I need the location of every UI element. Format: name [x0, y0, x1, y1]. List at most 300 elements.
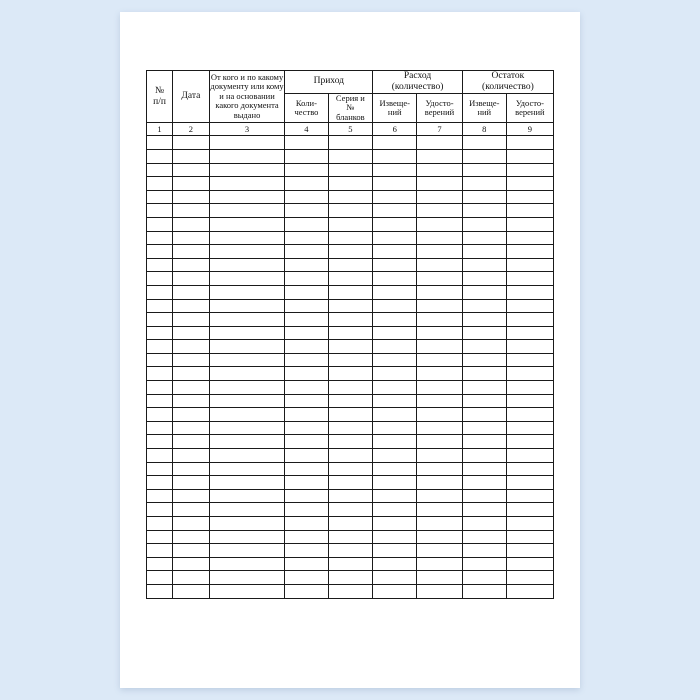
table-cell-empty[interactable] [147, 435, 173, 449]
table-cell-empty[interactable] [506, 163, 553, 177]
table-cell-empty[interactable] [417, 530, 463, 544]
table-cell-empty[interactable] [506, 517, 553, 531]
table-cell-empty[interactable] [173, 367, 210, 381]
table-cell-empty[interactable] [373, 530, 417, 544]
table-cell-empty[interactable] [285, 503, 328, 517]
table-cell-empty[interactable] [462, 449, 506, 463]
table-cell-empty[interactable] [373, 435, 417, 449]
table-row[interactable] [147, 517, 554, 531]
table-cell-empty[interactable] [173, 408, 210, 422]
table-cell-empty[interactable] [373, 367, 417, 381]
table-cell-empty[interactable] [173, 394, 210, 408]
table-cell-empty[interactable] [328, 326, 373, 340]
table-cell-empty[interactable] [417, 517, 463, 531]
table-cell-empty[interactable] [328, 258, 373, 272]
table-cell-empty[interactable] [328, 449, 373, 463]
table-row[interactable] [147, 544, 554, 558]
table-cell-empty[interactable] [506, 476, 553, 490]
table-cell-empty[interactable] [209, 367, 285, 381]
table-cell-empty[interactable] [506, 367, 553, 381]
table-cell-empty[interactable] [147, 557, 173, 571]
table-cell-empty[interactable] [285, 231, 328, 245]
table-cell-empty[interactable] [417, 190, 463, 204]
table-cell-empty[interactable] [373, 258, 417, 272]
table-cell-empty[interactable] [285, 584, 328, 598]
table-row[interactable] [147, 462, 554, 476]
table-cell-empty[interactable] [417, 217, 463, 231]
table-cell-empty[interactable] [328, 177, 373, 191]
table-cell-empty[interactable] [417, 367, 463, 381]
table-cell-empty[interactable] [328, 489, 373, 503]
table-cell-empty[interactable] [462, 299, 506, 313]
table-row[interactable] [147, 530, 554, 544]
table-cell-empty[interactable] [147, 421, 173, 435]
table-cell-empty[interactable] [328, 367, 373, 381]
table-cell-empty[interactable] [173, 435, 210, 449]
table-cell-empty[interactable] [506, 190, 553, 204]
table-cell-empty[interactable] [506, 258, 553, 272]
table-cell-empty[interactable] [285, 136, 328, 150]
table-cell-empty[interactable] [209, 285, 285, 299]
table-cell-empty[interactable] [173, 421, 210, 435]
table-row[interactable] [147, 353, 554, 367]
table-cell-empty[interactable] [328, 340, 373, 354]
table-cell-empty[interactable] [285, 163, 328, 177]
table-cell-empty[interactable] [147, 503, 173, 517]
table-cell-empty[interactable] [147, 381, 173, 395]
table-cell-empty[interactable] [462, 530, 506, 544]
table-cell-empty[interactable] [328, 530, 373, 544]
table-cell-empty[interactable] [173, 272, 210, 286]
table-cell-empty[interactable] [373, 584, 417, 598]
table-cell-empty[interactable] [506, 571, 553, 585]
table-cell-empty[interactable] [285, 394, 328, 408]
table-cell-empty[interactable] [285, 340, 328, 354]
table-cell-empty[interactable] [209, 394, 285, 408]
table-cell-empty[interactable] [285, 381, 328, 395]
table-cell-empty[interactable] [147, 367, 173, 381]
table-cell-empty[interactable] [506, 313, 553, 327]
table-cell-empty[interactable] [285, 408, 328, 422]
table-cell-empty[interactable] [209, 136, 285, 150]
table-cell-empty[interactable] [506, 421, 553, 435]
table-cell-empty[interactable] [209, 544, 285, 558]
table-cell-empty[interactable] [328, 313, 373, 327]
table-cell-empty[interactable] [328, 394, 373, 408]
table-cell-empty[interactable] [417, 272, 463, 286]
table-cell-empty[interactable] [285, 313, 328, 327]
table-cell-empty[interactable] [328, 462, 373, 476]
table-row[interactable] [147, 163, 554, 177]
table-cell-empty[interactable] [209, 449, 285, 463]
table-cell-empty[interactable] [173, 381, 210, 395]
table-cell-empty[interactable] [173, 231, 210, 245]
table-cell-empty[interactable] [373, 313, 417, 327]
table-cell-empty[interactable] [506, 503, 553, 517]
table-cell-empty[interactable] [373, 421, 417, 435]
table-cell-empty[interactable] [373, 408, 417, 422]
table-cell-empty[interactable] [147, 394, 173, 408]
table-row[interactable] [147, 272, 554, 286]
table-cell-empty[interactable] [462, 285, 506, 299]
table-cell-empty[interactable] [285, 299, 328, 313]
table-row[interactable] [147, 149, 554, 163]
table-row[interactable] [147, 381, 554, 395]
table-cell-empty[interactable] [147, 340, 173, 354]
table-cell-empty[interactable] [173, 245, 210, 259]
table-cell-empty[interactable] [373, 476, 417, 490]
table-row[interactable] [147, 571, 554, 585]
table-cell-empty[interactable] [462, 367, 506, 381]
table-cell-empty[interactable] [147, 584, 173, 598]
table-cell-empty[interactable] [147, 245, 173, 259]
table-cell-empty[interactable] [285, 177, 328, 191]
table-cell-empty[interactable] [506, 557, 553, 571]
table-cell-empty[interactable] [373, 462, 417, 476]
table-cell-empty[interactable] [373, 571, 417, 585]
table-cell-empty[interactable] [462, 231, 506, 245]
table-cell-empty[interactable] [147, 517, 173, 531]
table-cell-empty[interactable] [147, 299, 173, 313]
table-cell-empty[interactable] [373, 245, 417, 259]
table-cell-empty[interactable] [209, 530, 285, 544]
table-cell-empty[interactable] [506, 149, 553, 163]
table-row[interactable] [147, 231, 554, 245]
table-cell-empty[interactable] [506, 530, 553, 544]
table-cell-empty[interactable] [209, 217, 285, 231]
table-cell-empty[interactable] [209, 149, 285, 163]
table-cell-empty[interactable] [173, 476, 210, 490]
table-cell-empty[interactable] [173, 353, 210, 367]
table-row[interactable] [147, 299, 554, 313]
table-cell-empty[interactable] [147, 489, 173, 503]
table-cell-empty[interactable] [147, 353, 173, 367]
table-cell-empty[interactable] [373, 177, 417, 191]
table-cell-empty[interactable] [373, 489, 417, 503]
table-cell-empty[interactable] [147, 408, 173, 422]
table-row[interactable] [147, 421, 554, 435]
table-cell-empty[interactable] [285, 476, 328, 490]
table-cell-empty[interactable] [417, 421, 463, 435]
table-cell-empty[interactable] [462, 503, 506, 517]
table-cell-empty[interactable] [285, 449, 328, 463]
table-cell-empty[interactable] [417, 408, 463, 422]
table-cell-empty[interactable] [506, 462, 553, 476]
table-cell-empty[interactable] [373, 381, 417, 395]
table-cell-empty[interactable] [147, 136, 173, 150]
table-cell-empty[interactable] [417, 394, 463, 408]
table-cell-empty[interactable] [462, 245, 506, 259]
table-cell-empty[interactable] [328, 149, 373, 163]
table-cell-empty[interactable] [209, 258, 285, 272]
table-cell-empty[interactable] [147, 204, 173, 218]
table-cell-empty[interactable] [285, 272, 328, 286]
table-cell-empty[interactable] [173, 503, 210, 517]
table-cell-empty[interactable] [462, 190, 506, 204]
table-cell-empty[interactable] [462, 435, 506, 449]
table-cell-empty[interactable] [173, 326, 210, 340]
table-cell-empty[interactable] [417, 353, 463, 367]
table-cell-empty[interactable] [506, 353, 553, 367]
table-cell-empty[interactable] [328, 272, 373, 286]
table-cell-empty[interactable] [328, 163, 373, 177]
table-cell-empty[interactable] [417, 381, 463, 395]
table-cell-empty[interactable] [328, 517, 373, 531]
table-cell-empty[interactable] [209, 421, 285, 435]
table-cell-empty[interactable] [328, 584, 373, 598]
table-cell-empty[interactable] [417, 136, 463, 150]
table-cell-empty[interactable] [173, 557, 210, 571]
table-cell-empty[interactable] [147, 462, 173, 476]
table-cell-empty[interactable] [209, 163, 285, 177]
table-cell-empty[interactable] [506, 299, 553, 313]
table-cell-empty[interactable] [173, 449, 210, 463]
table-cell-empty[interactable] [173, 517, 210, 531]
table-row[interactable] [147, 177, 554, 191]
table-cell-empty[interactable] [285, 204, 328, 218]
table-cell-empty[interactable] [147, 571, 173, 585]
table-cell-empty[interactable] [328, 217, 373, 231]
table-row[interactable] [147, 245, 554, 259]
table-cell-empty[interactable] [462, 584, 506, 598]
table-cell-empty[interactable] [462, 163, 506, 177]
table-cell-empty[interactable] [147, 231, 173, 245]
table-cell-empty[interactable] [506, 584, 553, 598]
table-cell-empty[interactable] [209, 299, 285, 313]
table-cell-empty[interactable] [373, 204, 417, 218]
table-cell-empty[interactable] [506, 326, 553, 340]
table-cell-empty[interactable] [328, 353, 373, 367]
table-cell-empty[interactable] [506, 340, 553, 354]
table-row[interactable] [147, 136, 554, 150]
table-cell-empty[interactable] [147, 258, 173, 272]
table-cell-empty[interactable] [373, 557, 417, 571]
table-cell-empty[interactable] [328, 435, 373, 449]
table-cell-empty[interactable] [147, 449, 173, 463]
table-row[interactable] [147, 394, 554, 408]
table-cell-empty[interactable] [373, 190, 417, 204]
table-cell-empty[interactable] [417, 245, 463, 259]
table-cell-empty[interactable] [373, 149, 417, 163]
table-cell-empty[interactable] [209, 177, 285, 191]
table-row[interactable] [147, 326, 554, 340]
table-cell-empty[interactable] [417, 544, 463, 558]
table-cell-empty[interactable] [209, 462, 285, 476]
table-cell-empty[interactable] [373, 449, 417, 463]
table-cell-empty[interactable] [417, 449, 463, 463]
table-cell-empty[interactable] [373, 340, 417, 354]
table-cell-empty[interactable] [147, 272, 173, 286]
table-cell-empty[interactable] [285, 544, 328, 558]
table-cell-empty[interactable] [506, 245, 553, 259]
table-cell-empty[interactable] [462, 489, 506, 503]
table-cell-empty[interactable] [173, 462, 210, 476]
table-cell-empty[interactable] [417, 584, 463, 598]
table-cell-empty[interactable] [328, 204, 373, 218]
table-cell-empty[interactable] [506, 204, 553, 218]
table-cell-empty[interactable] [285, 557, 328, 571]
table-cell-empty[interactable] [462, 353, 506, 367]
table-row[interactable] [147, 190, 554, 204]
table-cell-empty[interactable] [462, 381, 506, 395]
table-cell-empty[interactable] [209, 571, 285, 585]
table-cell-empty[interactable] [506, 435, 553, 449]
table-cell-empty[interactable] [285, 149, 328, 163]
table-cell-empty[interactable] [209, 517, 285, 531]
table-row[interactable] [147, 217, 554, 231]
table-row[interactable] [147, 313, 554, 327]
table-cell-empty[interactable] [462, 421, 506, 435]
table-cell-empty[interactable] [285, 326, 328, 340]
table-row[interactable] [147, 476, 554, 490]
table-cell-empty[interactable] [417, 163, 463, 177]
table-row[interactable] [147, 367, 554, 381]
table-cell-empty[interactable] [173, 149, 210, 163]
table-cell-empty[interactable] [173, 204, 210, 218]
table-cell-empty[interactable] [462, 204, 506, 218]
table-cell-empty[interactable] [285, 367, 328, 381]
table-cell-empty[interactable] [285, 530, 328, 544]
table-row[interactable] [147, 340, 554, 354]
table-cell-empty[interactable] [417, 489, 463, 503]
table-cell-empty[interactable] [417, 258, 463, 272]
table-cell-empty[interactable] [417, 177, 463, 191]
table-cell-empty[interactable] [173, 489, 210, 503]
table-cell-empty[interactable] [373, 136, 417, 150]
table-cell-empty[interactable] [373, 326, 417, 340]
table-cell-empty[interactable] [373, 217, 417, 231]
table-cell-empty[interactable] [417, 462, 463, 476]
table-cell-empty[interactable] [328, 557, 373, 571]
table-cell-empty[interactable] [147, 530, 173, 544]
table-cell-empty[interactable] [417, 435, 463, 449]
table-cell-empty[interactable] [209, 326, 285, 340]
table-row[interactable] [147, 584, 554, 598]
table-cell-empty[interactable] [209, 557, 285, 571]
table-cell-empty[interactable] [209, 272, 285, 286]
table-cell-empty[interactable] [173, 258, 210, 272]
table-cell-empty[interactable] [209, 204, 285, 218]
table-cell-empty[interactable] [373, 285, 417, 299]
table-cell-empty[interactable] [462, 557, 506, 571]
table-cell-empty[interactable] [373, 503, 417, 517]
table-cell-empty[interactable] [417, 313, 463, 327]
table-cell-empty[interactable] [462, 149, 506, 163]
table-cell-empty[interactable] [373, 394, 417, 408]
table-cell-empty[interactable] [462, 272, 506, 286]
table-cell-empty[interactable] [285, 435, 328, 449]
table-cell-empty[interactable] [462, 177, 506, 191]
table-cell-empty[interactable] [506, 381, 553, 395]
table-cell-empty[interactable] [506, 285, 553, 299]
table-cell-empty[interactable] [328, 503, 373, 517]
table-cell-empty[interactable] [506, 408, 553, 422]
table-cell-empty[interactable] [209, 408, 285, 422]
table-cell-empty[interactable] [173, 571, 210, 585]
table-cell-empty[interactable] [147, 476, 173, 490]
table-cell-empty[interactable] [147, 217, 173, 231]
table-cell-empty[interactable] [462, 544, 506, 558]
table-cell-empty[interactable] [147, 544, 173, 558]
table-cell-empty[interactable] [373, 231, 417, 245]
table-cell-empty[interactable] [285, 190, 328, 204]
table-cell-empty[interactable] [209, 435, 285, 449]
table-row[interactable] [147, 503, 554, 517]
table-cell-empty[interactable] [328, 408, 373, 422]
table-row[interactable] [147, 489, 554, 503]
table-cell-empty[interactable] [417, 326, 463, 340]
table-cell-empty[interactable] [417, 204, 463, 218]
table-cell-empty[interactable] [209, 313, 285, 327]
table-cell-empty[interactable] [506, 489, 553, 503]
table-cell-empty[interactable] [373, 163, 417, 177]
table-cell-empty[interactable] [462, 217, 506, 231]
table-row[interactable] [147, 557, 554, 571]
table-cell-empty[interactable] [147, 285, 173, 299]
table-cell-empty[interactable] [417, 476, 463, 490]
table-cell-empty[interactable] [173, 136, 210, 150]
table-cell-empty[interactable] [209, 245, 285, 259]
table-cell-empty[interactable] [462, 462, 506, 476]
table-row[interactable] [147, 204, 554, 218]
table-row[interactable] [147, 435, 554, 449]
table-cell-empty[interactable] [285, 489, 328, 503]
table-cell-empty[interactable] [209, 353, 285, 367]
table-cell-empty[interactable] [373, 353, 417, 367]
table-cell-empty[interactable] [462, 394, 506, 408]
table-row[interactable] [147, 449, 554, 463]
table-cell-empty[interactable] [173, 299, 210, 313]
table-cell-empty[interactable] [373, 517, 417, 531]
table-cell-empty[interactable] [173, 285, 210, 299]
table-cell-empty[interactable] [417, 285, 463, 299]
table-cell-empty[interactable] [173, 163, 210, 177]
table-cell-empty[interactable] [173, 217, 210, 231]
table-cell-empty[interactable] [285, 571, 328, 585]
table-cell-empty[interactable] [328, 571, 373, 585]
table-cell-empty[interactable] [209, 503, 285, 517]
table-cell-empty[interactable] [209, 489, 285, 503]
table-cell-empty[interactable] [285, 285, 328, 299]
table-cell-empty[interactable] [285, 217, 328, 231]
table-cell-empty[interactable] [417, 299, 463, 313]
table-cell-empty[interactable] [173, 584, 210, 598]
table-cell-empty[interactable] [147, 313, 173, 327]
table-cell-empty[interactable] [209, 340, 285, 354]
table-cell-empty[interactable] [328, 381, 373, 395]
table-cell-empty[interactable] [417, 557, 463, 571]
table-cell-empty[interactable] [173, 530, 210, 544]
table-cell-empty[interactable] [506, 217, 553, 231]
table-cell-empty[interactable] [328, 544, 373, 558]
table-cell-empty[interactable] [147, 177, 173, 191]
table-cell-empty[interactable] [462, 136, 506, 150]
table-cell-empty[interactable] [209, 476, 285, 490]
table-cell-empty[interactable] [173, 190, 210, 204]
table-cell-empty[interactable] [285, 421, 328, 435]
table-cell-empty[interactable] [506, 177, 553, 191]
table-cell-empty[interactable] [462, 476, 506, 490]
table-cell-empty[interactable] [285, 258, 328, 272]
table-cell-empty[interactable] [328, 421, 373, 435]
table-cell-empty[interactable] [506, 231, 553, 245]
table-cell-empty[interactable] [328, 299, 373, 313]
table-cell-empty[interactable] [506, 394, 553, 408]
table-cell-empty[interactable] [506, 272, 553, 286]
table-cell-empty[interactable] [506, 544, 553, 558]
table-cell-empty[interactable] [209, 584, 285, 598]
table-cell-empty[interactable] [417, 571, 463, 585]
